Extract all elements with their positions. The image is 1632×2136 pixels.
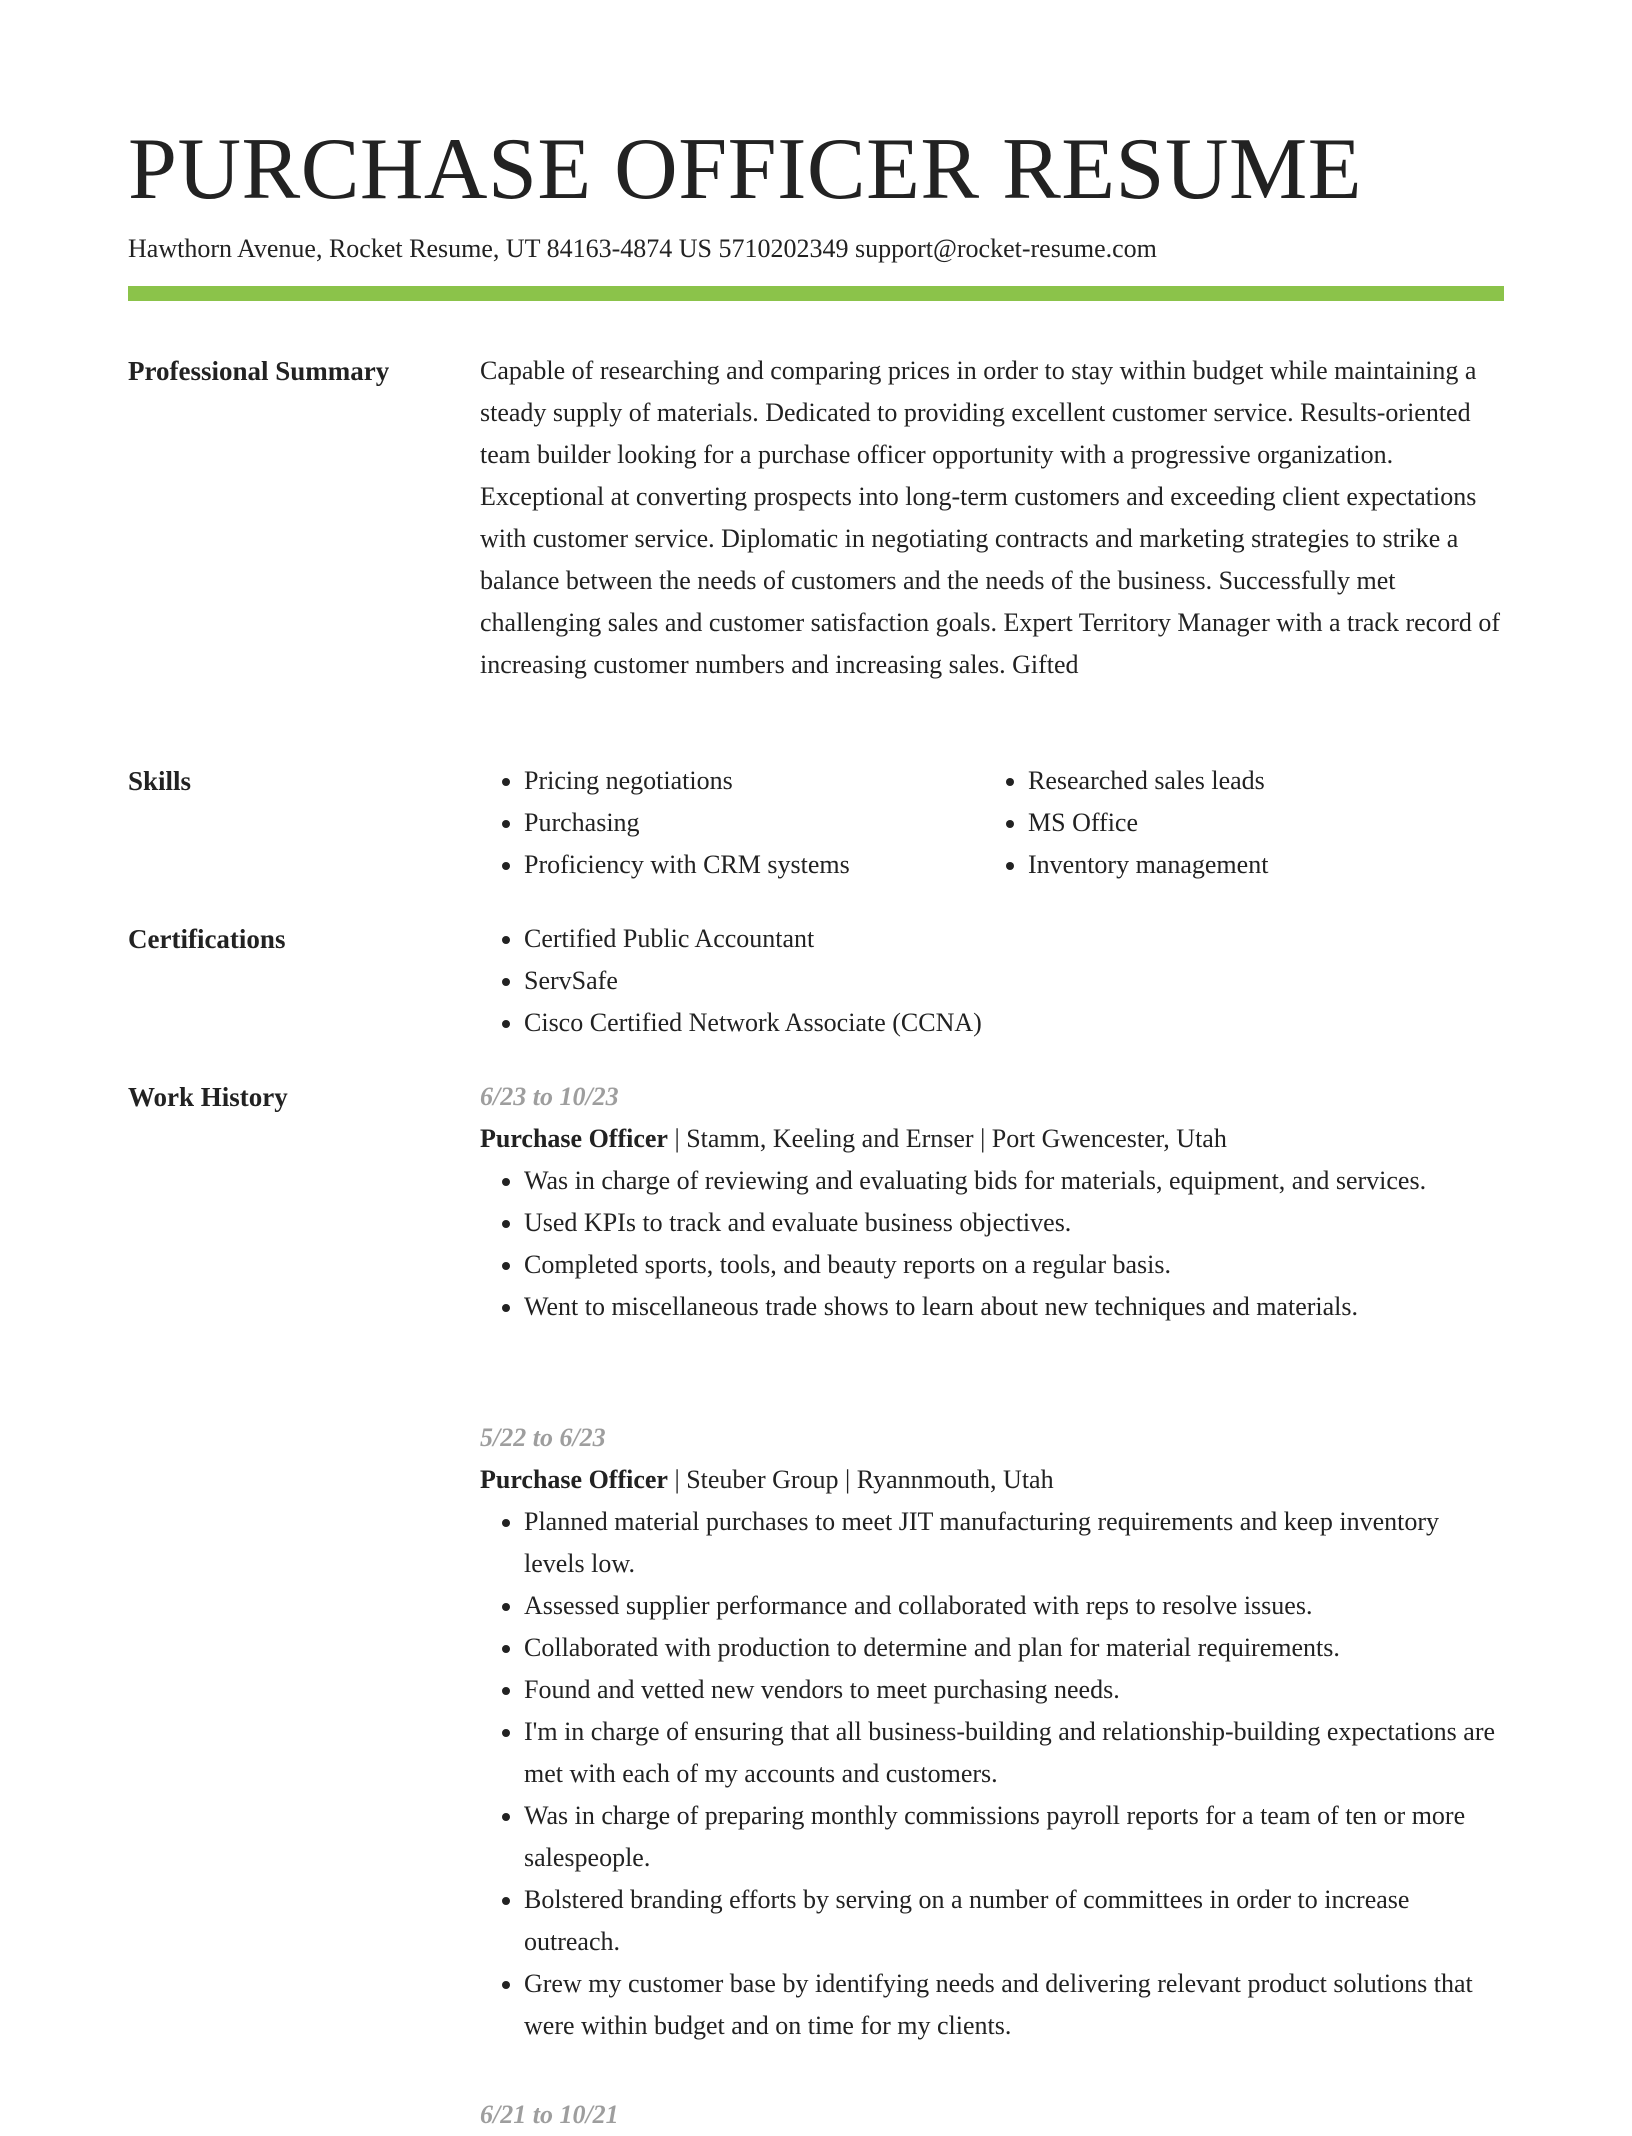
job-bullet: • Used KPIs to track and evaluate business objectives. [524,1202,1504,1244]
job-separator: | [838,1465,857,1494]
job-title: Purchase Officer [480,1124,668,1153]
job-title: Purchase Officer [480,1465,668,1494]
certifications-list [480,918,1504,1044]
job-entry [480,2094,1504,2136]
job-location: Ryannmouth, Utah [856,1465,1054,1494]
skills-heading: Skills [128,766,192,796]
job-bullet: • Completed sports, tools, and beauty reports on a regular basis. [524,1244,1504,1286]
work-history-heading: Work History [128,1082,288,1112]
job-bullet: • Was in charge of preparing monthly commissions payroll reports for a team of ten or more salespeople. [524,1795,1504,1879]
skills-list-left [480,760,1004,886]
skill-item: • Inventory management [1028,844,1508,886]
job-bullet: • I'm in charge of ensuring that all business-building and relationship-building expectations are met with each of my accounts and customers. [524,1711,1504,1795]
job-bullet: • Planned material purchases to meet JIT manufacturing requirements and keep inventory levels low. [524,1501,1504,1585]
header-divider [128,286,1504,301]
skill-item: • Researched sales leads [1028,760,1508,802]
job-bullet: • Was in charge of reviewing and evaluating bids for materials, equipment, and services. [524,1160,1504,1202]
job-company: Steuber Group [686,1465,839,1494]
certifications-body [480,918,1504,1044]
job-bullet: • Collaborated with production to determine and plan for material requirements. [524,1627,1504,1669]
job-company: Stamm, Keeling and Ernser [686,1124,974,1153]
skill-item: • Pricing negotiations [524,760,1004,802]
summary-body [480,350,1504,686]
job-heading [480,1118,1504,1160]
job-date: 6/23 to 10/23 [480,1082,619,1111]
job-bullet: • Bolstered branding efforts by serving on a number of committees in order to increase outreach. [524,1879,1504,1963]
job-bullet: • Went to miscellaneous trade shows to learn about new techniques and materials. [524,1286,1504,1328]
job-bullet: • Assessed supplier performance and collaborated with reps to resolve issues. [524,1585,1504,1627]
job-date: 5/22 to 6/23 [480,1423,606,1452]
summary-heading: Professional Summary [128,356,390,386]
certification-item: • Certified Public Accountant [524,918,1504,960]
job-separator: | [667,1465,687,1494]
contact-info: Hawthorn Avenue, Rocket Resume, UT 84163-4874 US 5710202349 support@rocket-resume.com [128,234,1157,263]
certification-item: • ServSafe [524,960,1504,1002]
job-entry [480,1417,1504,2047]
certifications-heading: Certifications [128,924,286,954]
skills-body [480,760,1504,886]
certification-item: • Cisco Certified Network Associate (CCNA) [524,1002,1504,1044]
skill-item: • Proficiency with CRM systems [524,844,1004,886]
job-heading [480,1459,1504,1501]
job-bullet: • Grew my customer base by identifying needs and delivering relevant product solutions that were within budget and on time for my clients. [524,1963,1504,2047]
job-separator: | [973,1124,992,1153]
summary-text: Capable of researching and comparing prices in order to stay within budget while maintaining a steady supply of materials. Dedicated to providing excellent customer service. Results-oriented team builder looking for a purchase officer opportunity with a progressive organization. Exceptional at converting prospects into long-term customers and exceeding client expectations with customer service. Diplomatic in negotiating contracts and marketing strategies to strike a balance between the needs of customers and the needs of the business. Successfully met challenging sales and customer satisfaction goals. Expert Territory Manager with a track record of increasing customer numbers and increasing sales. Gifted [480,356,1501,679]
job-location: Port Gwencester, Utah [991,1124,1227,1153]
job-bullets [480,1501,1504,2047]
job-entry [480,1076,1504,1328]
job-bullets [480,1160,1504,1328]
job-separator: | [667,1124,687,1153]
job-date: 6/21 to 10/21 [480,2100,619,2129]
skill-item: • Purchasing [524,802,1004,844]
skill-item: • MS Office [1028,802,1508,844]
job-bullet: • Found and vetted new vendors to meet purchasing needs. [524,1669,1504,1711]
skills-list-right [984,760,1508,886]
skills-columns [480,760,1504,886]
resume-title: PURCHASE OFFICER RESUME [128,121,1363,218]
